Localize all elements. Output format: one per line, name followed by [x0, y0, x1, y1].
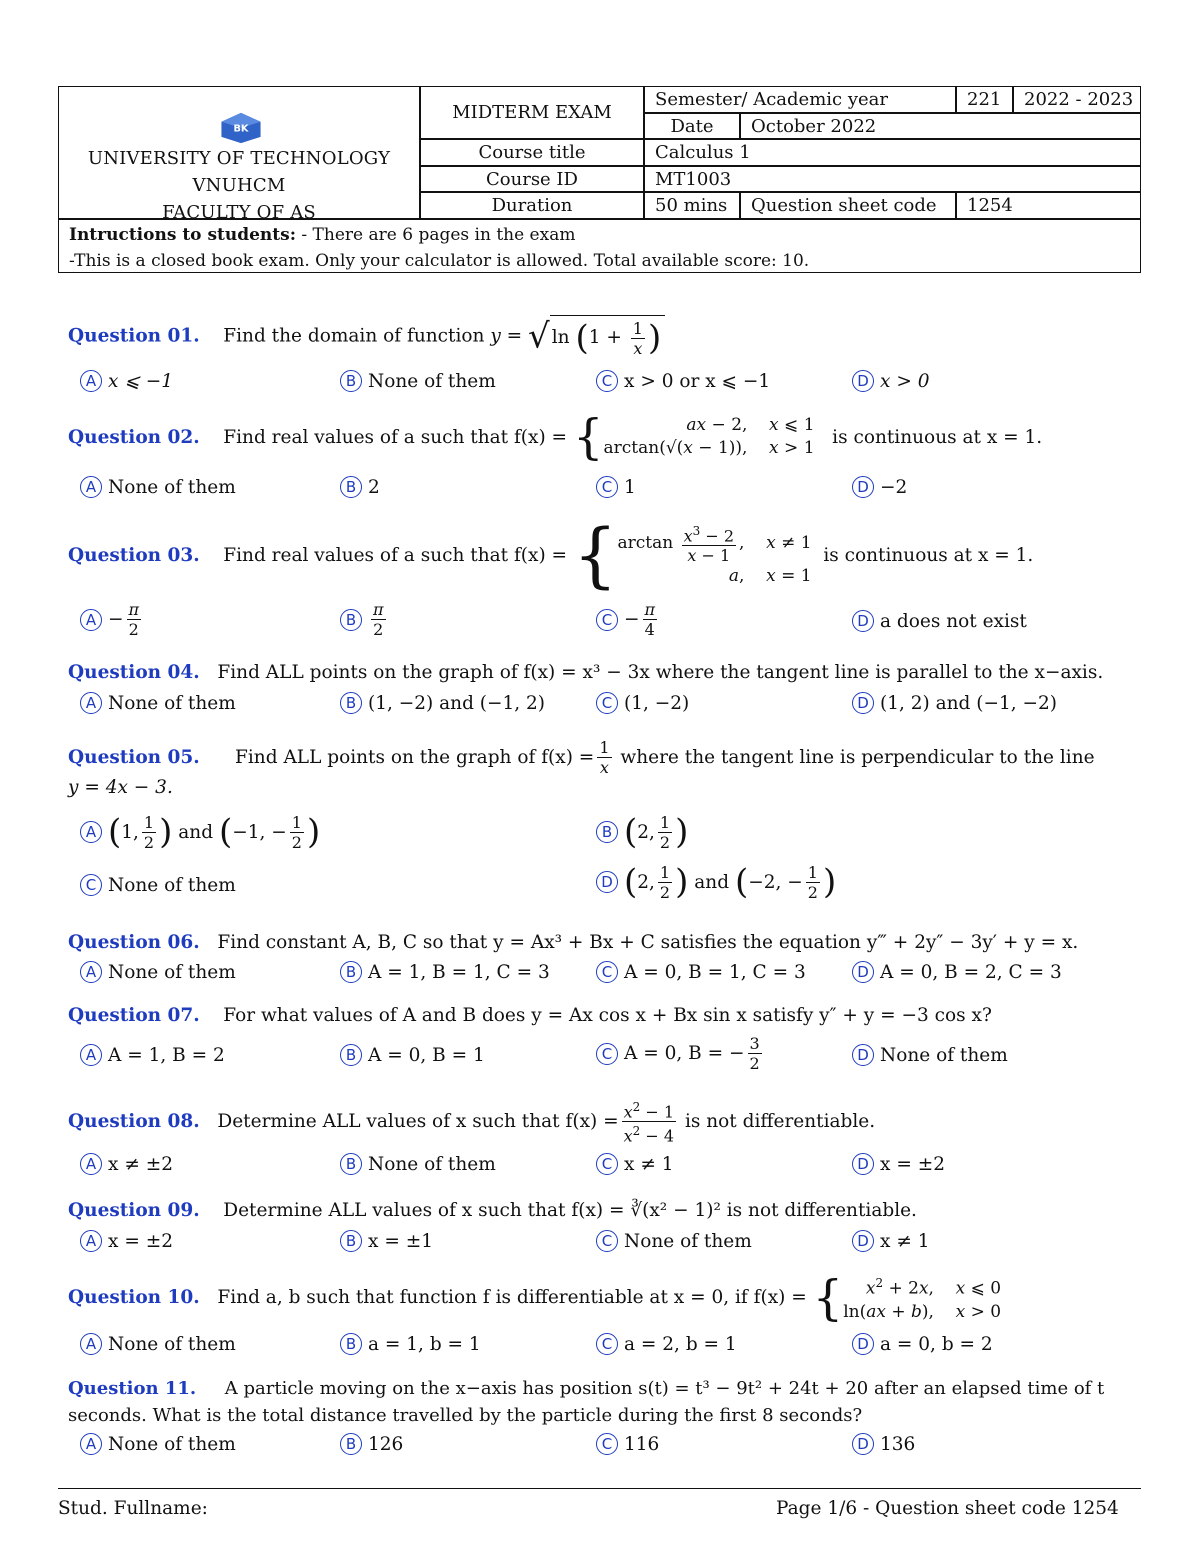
q02-option-d[interactable]: D −2	[852, 476, 907, 498]
q08-option-d[interactable]: D x = ±2	[852, 1153, 945, 1175]
question-01: Question 01. Find the domain of function y = √ ln (1 + $\frac{1}{x}$ )	[68, 315, 665, 358]
q07-option-c[interactable]: C A = 0, B = − $\frac{3}{2}$	[596, 1034, 765, 1073]
question-09: Question 09. Determine ALL values of x such that f(x) = ∛(x² − 1)² is not differentiable.	[68, 1200, 917, 1221]
academic-year-value: 2022 - 2023	[1013, 86, 1141, 113]
university-block	[58, 86, 420, 223]
q09-option-b[interactable]: B x = ±1	[340, 1230, 433, 1252]
university-name: UNIVERSITY OF TECHNOLOGY	[87, 148, 391, 169]
logo-text: BK	[233, 123, 249, 135]
q11-option-d[interactable]: D 136	[852, 1433, 915, 1455]
question-10: Question 10. Find a, b such that function f is differentiable at x = 0, if f(x) = { $x^2 + 2x$, x ⩽ 0 ln(ax + b), x > 0	[68, 1269, 1002, 1326]
q06-option-d[interactable]: D A = 0, B = 2, C = 3	[852, 961, 1062, 983]
sheet-code-label: Question sheet code	[740, 192, 956, 219]
university-logo	[216, 112, 266, 144]
q05-option-c[interactable]: C None of them	[80, 874, 236, 896]
question-08: Question 08. Determine ALL values of x such that f(x) = $\frac{x^2 - 1}{x^2 - 4}$ is not differentiable.	[68, 1100, 876, 1146]
exam-type: MIDTERM EXAM	[420, 86, 644, 139]
q11-option-c[interactable]: C 116	[596, 1433, 659, 1455]
q05-option-a[interactable]: A ( 1, $\frac{1}{2}$ ) and ( −1, − $\frac{1}{2}$ )	[80, 812, 320, 852]
question-07: Question 07. For what values of A and B does y = Ax cos x + Bx sin x satisfy y″ + y = −3 cos x?	[68, 1005, 992, 1026]
date-value: October 2022	[740, 113, 1141, 139]
sheet-code-value: 1254	[956, 192, 1141, 219]
question-02: Question 02. Find real values of a such that f(x) = { ax − 2, x ⩽ 1 arctan(√(x − 1)), x > 1 is continuous at x = 1.	[68, 409, 1043, 465]
exam-header	[58, 86, 1141, 273]
question-11: Question 11. A particle moving on the x−axis has position s(t) = t³ − 9t² + 24t + 20 after an elapsed time of t	[68, 1378, 1105, 1399]
date-label: Date	[644, 113, 740, 139]
q03-option-d[interactable]: D a does not exist	[852, 610, 1027, 632]
question-04: Question 04. Find ALL points on the graph of f(x) = x³ − 3x where the tangent line is parallel to the x−axis.	[68, 662, 1104, 683]
semester-label: Semester/ Academic year	[644, 86, 956, 113]
q04-option-c[interactable]: C (1, −2)	[596, 692, 689, 714]
q10-option-b[interactable]: B a = 1, b = 1	[340, 1333, 481, 1355]
question-11-line2: seconds. What is the total distance travelled by the particle during the first 8 seconds?	[68, 1405, 863, 1426]
q06-option-c[interactable]: C A = 0, B = 1, C = 3	[596, 961, 806, 983]
q11-option-b[interactable]: B 126	[340, 1433, 403, 1455]
q08-option-b[interactable]: B None of them	[340, 1153, 496, 1175]
student-name-label: Stud. Fullname:	[58, 1498, 208, 1519]
q06-option-a[interactable]: A None of them	[80, 961, 236, 983]
q03-option-c[interactable]: C − $\frac{\pi}{4}$	[596, 600, 660, 639]
q03-option-a[interactable]: A − $\frac{\pi}{2}$	[80, 600, 144, 639]
course-id-value: MT1003	[644, 166, 1141, 192]
q09-option-d[interactable]: D x ≠ 1	[852, 1230, 929, 1252]
q05-option-d[interactable]: D ( 2, $\frac{1}{2}$ ) and ( −2, − $\frac{1}{2}$ )	[596, 862, 836, 902]
instructions-line-2: -This is a closed book exam. Only your calculator is allowed. Total available score: 10.	[69, 251, 810, 271]
q10-option-c[interactable]: C a = 2, b = 1	[596, 1333, 737, 1355]
question-03: Question 03. Find real values of a such that f(x) = { arctan $\frac{x^3 - 2}{x - 1}$ , x ≠ 1 a, x = 1 is continuous at x = 1.	[68, 514, 1034, 596]
vnuhcm-label: VNUHCM	[192, 175, 286, 196]
q10-option-a[interactable]: A None of them	[80, 1333, 236, 1355]
question-05: Question 05. Find ALL points on the graph of f(x) = $\frac{1}{x}$ where the tangent line is perpendicular to the line	[68, 738, 1095, 777]
course-id-label: Course ID	[420, 166, 644, 192]
q03-option-b[interactable]: B $\frac{\pi}{2}$	[340, 600, 389, 639]
q02-option-a[interactable]: A None of them	[80, 476, 236, 498]
q02-option-b[interactable]: B 2	[340, 476, 380, 498]
footer-divider	[58, 1488, 1141, 1489]
q07-option-b[interactable]: B A = 0, B = 1	[340, 1044, 485, 1066]
q01-option-b[interactable]: B None of them	[340, 370, 496, 392]
q02-option-c[interactable]: C 1	[596, 476, 636, 498]
q09-option-a[interactable]: A x = ±2	[80, 1230, 173, 1252]
q11-option-a[interactable]: A None of them	[80, 1433, 236, 1455]
duration-label: Duration	[420, 192, 644, 219]
course-title-value: Calculus 1	[644, 139, 1141, 166]
instructions-label: Intructions to students:	[69, 225, 296, 245]
q05-option-b[interactable]: B ( 2, $\frac{1}{2}$ )	[596, 812, 688, 852]
q07-option-a[interactable]: A A = 1, B = 2	[80, 1044, 225, 1066]
question-05-line2: y = 4x − 3.	[68, 777, 173, 798]
course-title-label: Course title	[420, 139, 644, 166]
q04-option-d[interactable]: D (1, 2) and (−1, −2)	[852, 692, 1057, 714]
q10-option-d[interactable]: D a = 0, b = 2	[852, 1333, 993, 1355]
question-06: Question 06. Find constant A, B, C so that y = Ax³ + Bx + C satisfies the equation y‴ + 2y″ − 3y′ + y = x.	[68, 932, 1079, 953]
q09-option-c[interactable]: C None of them	[596, 1230, 752, 1252]
instructions	[58, 219, 1141, 273]
semester-value: 221	[956, 86, 1013, 113]
q04-option-b[interactable]: B (1, −2) and (−1, 2)	[340, 692, 545, 714]
q08-option-c[interactable]: C x ≠ 1	[596, 1153, 673, 1175]
q08-option-a[interactable]: A x ≠ ±2	[80, 1153, 173, 1175]
q01-option-d[interactable]: D x > 0	[852, 370, 929, 392]
q04-option-a[interactable]: A None of them	[80, 692, 236, 714]
q01-option-c[interactable]: C x > 0 or x ⩽ −1	[596, 370, 770, 392]
q01-option-a[interactable]: A x ⩽ −1	[80, 370, 173, 392]
q07-option-d[interactable]: D None of them	[852, 1044, 1008, 1066]
duration-value: 50 mins	[644, 192, 740, 219]
instructions-line-1: - There are 6 pages in the exam	[301, 225, 576, 245]
q06-option-b[interactable]: B A = 1, B = 1, C = 3	[340, 961, 550, 983]
faculty-name: FACULTY OF AS	[162, 202, 316, 223]
page-info: Page 1/6 - Question sheet code 1254	[776, 1498, 1119, 1519]
